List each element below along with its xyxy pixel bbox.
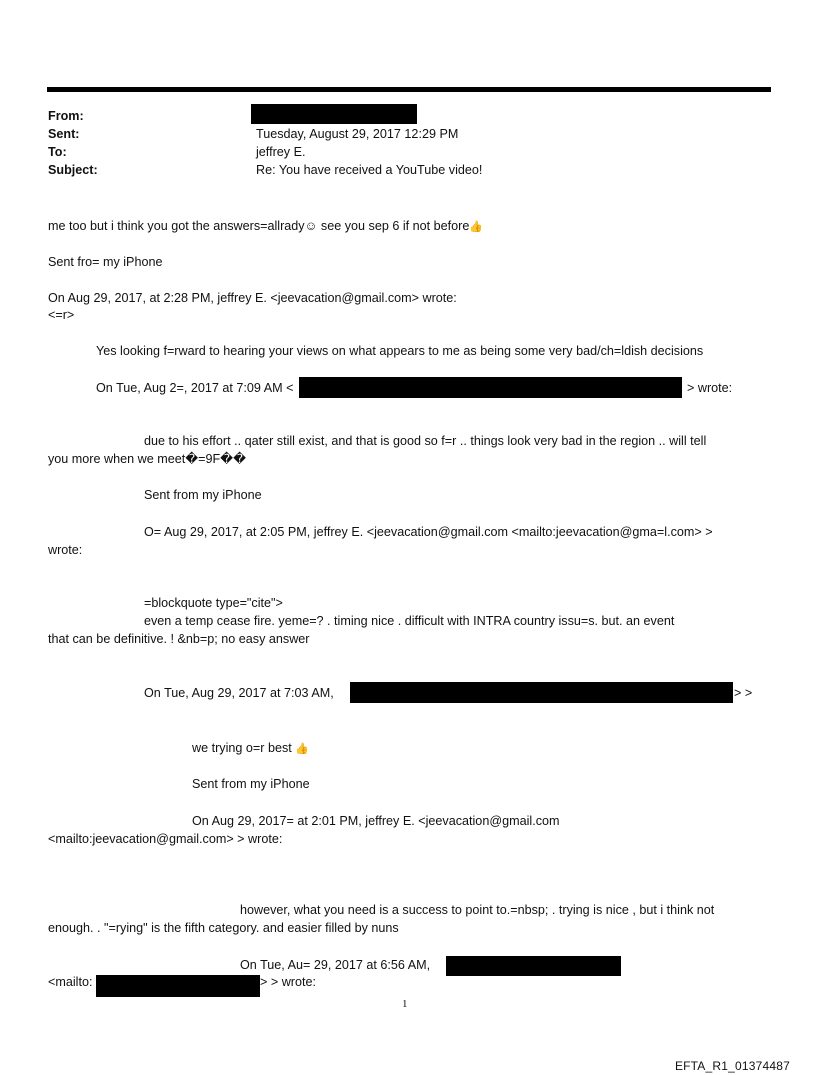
to-label: To: <box>48 145 67 159</box>
redaction-sender <box>299 377 682 398</box>
header-rule <box>47 87 771 92</box>
smile-icon: ☺ <box>304 219 318 233</box>
body-line: <=r> <box>48 308 75 322</box>
from-label: From: <box>48 109 84 123</box>
body-line: that can be definitive. ! &nb=p; no easy answer <box>48 632 310 646</box>
body-text: > > <box>734 686 753 700</box>
body-text: we trying o=r best <box>192 741 292 755</box>
body-text: > wrote: <box>687 381 733 395</box>
body-text: <mailto: <box>48 975 93 989</box>
sent-label: Sent: <box>48 127 80 141</box>
quote-header-line <box>96 379 293 397</box>
subject-value: Re: You have received a YouTube video! <box>256 163 483 177</box>
redaction-sender <box>350 682 733 703</box>
body-text: On Tue, Aug 2=, 2017 at 7:09 AM < <box>96 381 294 395</box>
thumbs-up-icon: 👍 <box>295 743 309 755</box>
page-number: 1 <box>402 998 408 1010</box>
body-line: <mailto:jeevacation@gmail.com> > wrote: <box>48 832 283 846</box>
body-line: enough. . "=rying" is the fifth category. and easier filled by nuns <box>48 921 399 935</box>
signature-line: Sent fro= my iPhone <box>48 255 163 269</box>
sent-value: Tuesday, August 29, 2017 12:29 PM <box>256 127 459 141</box>
body-line: =blockquote type="cite"> <box>144 596 283 610</box>
document-id: EFTA_R1_01374487 <box>674 1059 790 1073</box>
thumbs-up-icon: 👍 <box>469 221 484 233</box>
redaction-from <box>251 104 417 124</box>
body-line: even a temp cease fire. yeme=? . timing nice . difficult with INTRA country issu=s. but. an event <box>144 614 675 628</box>
body-line <box>192 739 309 758</box>
body-line <box>48 217 483 236</box>
redaction-email <box>96 975 260 997</box>
body-line: you more when we meet�=9F�� <box>48 452 246 466</box>
signature-line: Sent from my iPhone <box>144 488 262 502</box>
body-text: > > wrote: <box>260 975 317 989</box>
quote-header-line: O= Aug 29, 2017, at 2:05 PM, jeffrey E. <jeevacation@gmail.com <mailto:jeevacation@gma=l.com> > <box>144 525 713 539</box>
body-line: Yes looking f=rward to hearing your views on what appears to me as being some very bad/ch=ldish decisions <box>96 344 704 358</box>
body-line: however, what you need is a success to point to.=nbsp; . trying is nice , but i think not <box>240 903 715 917</box>
subject-label: Subject: <box>48 163 98 177</box>
quote-header-line: On Aug 29, 2017, at 2:28 PM, jeffrey E. <jeevacation@gmail.com> wrote: <box>48 291 457 305</box>
body-text: see you sep 6 if not before <box>317 219 470 233</box>
body-text: me too but i think you got the answers=allrady <box>48 219 305 233</box>
redaction-sender <box>446 956 621 976</box>
quote-header-line: On Aug 29, 2017= at 2:01 PM, jeffrey E. <jeevacation@gmail.com <box>192 814 560 828</box>
quote-header-line: On Tue, Au= 29, 2017 at 6:56 AM, <box>240 958 431 972</box>
quote-header-line: On Tue, Aug 29, 2017 at 7:03 AM, <box>144 686 334 700</box>
body-line: due to his effort .. qater still exist, and that is good so f=r .. things look very bad in the region .. will tell <box>144 434 707 448</box>
signature-line: Sent from my iPhone <box>192 777 310 791</box>
body-line: wrote: <box>48 543 83 557</box>
to-value: jeffrey E. <box>256 145 306 159</box>
